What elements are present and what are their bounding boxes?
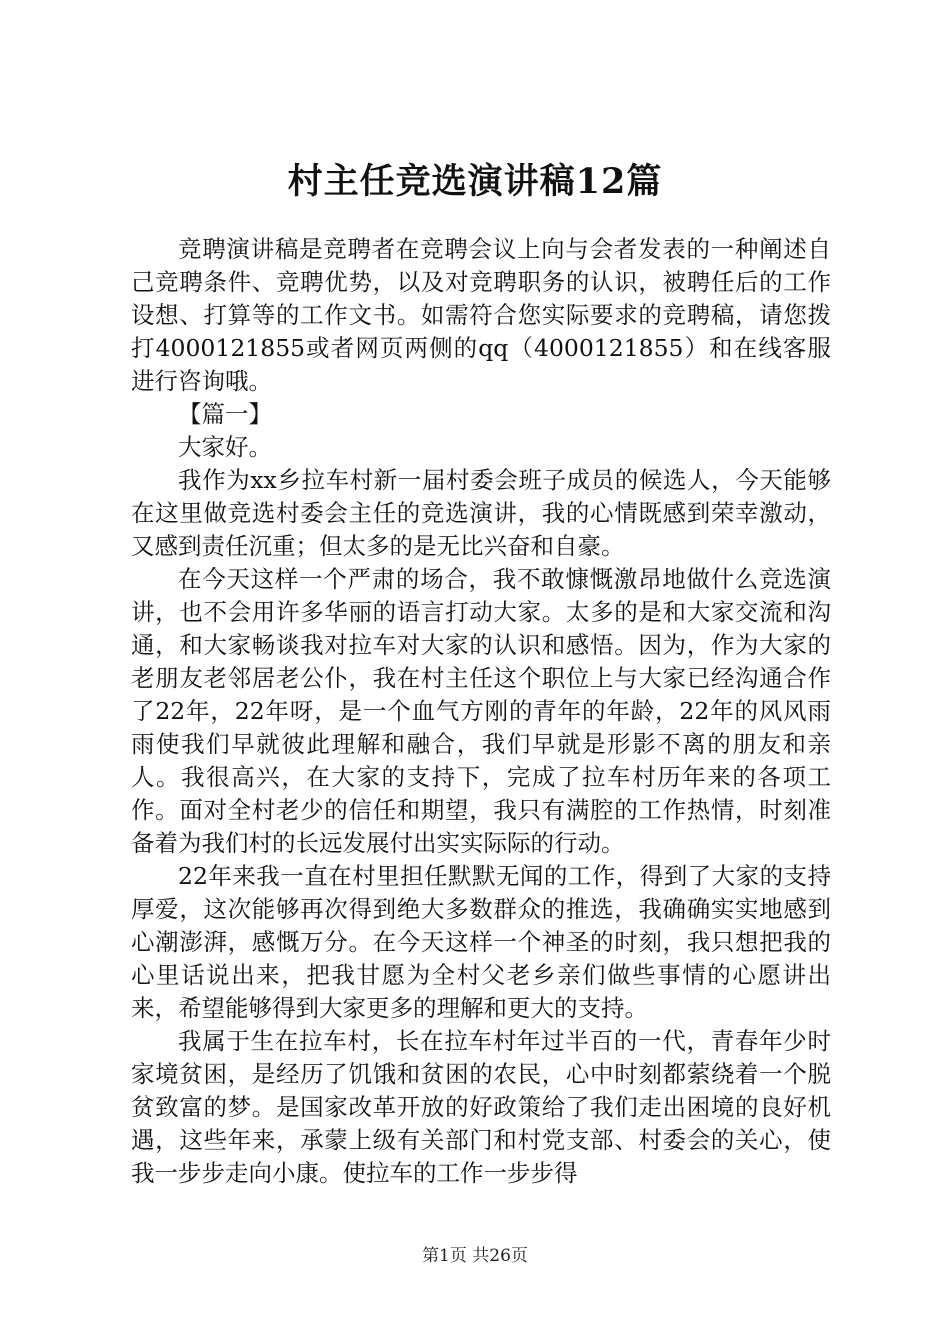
- body-paragraph: 我作为xx乡拉车村新一届村委会班子成员的候选人，今天能够在这里做竞选村委会主任的竞选演讲，我的心情既感到荣幸激动，又感到责任沉重；但太多的是无比兴奋和自豪。: [131, 466, 831, 560]
- document-title: 村主任竞选演讲稿12篇: [287, 161, 663, 202]
- section-heading: 【篇一】: [178, 400, 272, 428]
- body-paragraph: 我属于生在拉车村，长在拉车村年过半百的一代，青春年少时家境贫困，是经历了饥饿和贫困的农民，心中时刻都萦绕着一个脱贫致富的梦。是国家改革开放的好政策给了我们走出困境的良好机遇，这些年来，承蒙上级有关部门和村党支部、村委会的关心，使我一步步走向小康。使拉车的工作一步步得: [131, 1027, 831, 1187]
- intro-paragraph: 竞聘演讲稿是竞聘者在竞聘会议上向与会者发表的一种阐述自己竞聘条件、竞聘优势，以及对竞聘职务的认识，被聘任后的工作设想、打算等的工作文书。如需符合您实际要求的竞聘稿，请您拨打4000121855或者网页两侧的qq（4000121855）和在线客服进行咨询哦。: [131, 235, 831, 395]
- page-number: 第1页 共26页: [422, 1246, 528, 1266]
- body-paragraph: 22年来我一直在村里担任默默无闻的工作，得到了大家的支持厚爱，这次能够再次得到绝大多数群众的推选，我确确实实地感到心潮澎湃，感慨万分。在今天这样一个神圣的时刻，我只想把我的心里话说出来，把我甘愿为全村父老乡亲们做些事情的心愿讲出来，希望能够得到大家更多的理解和更大的支持。: [131, 862, 831, 1022]
- body-paragraph: 在今天这样一个严肃的场合，我不敢慷慨激昂地做什么竞选演讲，也不会用许多华丽的语言打动大家。太多的是和大家交流和沟通，和大家畅谈我对拉车对大家的认识和感悟。因为，作为大家的老朋友老邻居老公仆，我在村主任这个职位上与大家已经沟通合作了22年，22年呀，是一个血气方刚的青年的年龄，22年的风风雨雨使我们早就彼此理解和融合，我们早就是形影不离的朋友和亲人。我很高兴，在大家的支持下，完成了拉车村历年来的各项工作。面对全村老少的信任和期望，我只有满腔的工作热情，时刻准备着为我们村的长远发展付出实实际际的行动。: [131, 565, 831, 857]
- document-body: [131, 233, 831, 1190]
- greeting-paragraph: 大家好。: [178, 433, 272, 461]
